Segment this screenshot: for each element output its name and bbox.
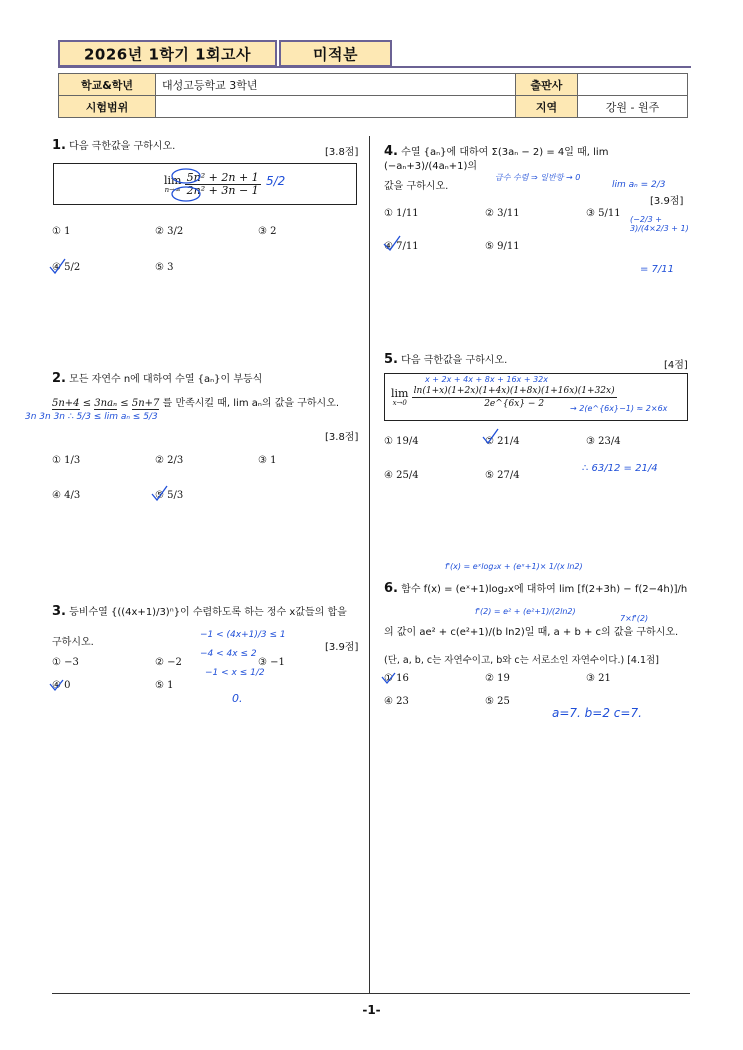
q6-choice-3[interactable]: ③ 21 (586, 673, 611, 684)
q6-hw-3: 7×f'(2) (620, 614, 649, 623)
q1-denominator: 2n² + 3n − 1 (186, 184, 259, 197)
q3-choice-3[interactable]: ③ −1 (258, 657, 285, 668)
q6-choice-2[interactable]: ② 19 (485, 673, 510, 684)
q5-choice-2[interactable]: ② 21/4 (485, 436, 520, 447)
q4-choice-4[interactable]: ④ 7/11 (384, 241, 419, 252)
q5-choice-4[interactable]: ④ 25/4 (384, 470, 419, 481)
scope-label: 시험범위 (59, 96, 156, 118)
q4-points: [3.9점] (650, 196, 684, 207)
q4-choice-2[interactable]: ② 3/11 (485, 208, 520, 219)
page-number: -1- (362, 1003, 381, 1017)
q5-denominator: 2e^{6x} − 2 (484, 399, 545, 409)
q2-inequality: 5n+4 ≤ 3naₙ ≤ 5n+7 를 만족시킬 때, lim aₙ의 값을 구하시오. (52, 398, 340, 409)
q4-choice-3[interactable]: ③ 5/11 (586, 208, 621, 219)
q6-check-mark (382, 673, 395, 683)
q1-choice-4[interactable]: ④ 5/2 (52, 262, 81, 273)
q1-stem: 1. 다음 극한값을 구하시오. (52, 138, 176, 153)
q1-choice-1[interactable]: ① 1 (52, 226, 71, 237)
exam-title: 2026년 1학기 1회고사 (83, 45, 251, 63)
q6-choice-4[interactable]: ④ 23 (384, 696, 409, 707)
q1-choice-3[interactable]: ③ 2 (258, 226, 277, 237)
q6-hw-2: f'(2) = e² + (e²+1)/(2ln2) (475, 607, 576, 616)
q4-hw-2: lim aₙ = 2/3 (612, 180, 666, 190)
publisher-label: 출판사 (516, 74, 578, 96)
q3-stem-2: 구하시오. (52, 637, 94, 648)
q3-stem: 3. 등비수열 {((4x+1)/3)ⁿ}이 수렴하도록 하는 정수 x값들의 합을 (52, 604, 347, 619)
q4-choice-1[interactable]: ① 1/11 (384, 208, 419, 219)
q4-check-mark (384, 236, 400, 250)
q2-choice-3[interactable]: ③ 1 (258, 455, 277, 466)
q1-circle-mark-2 (172, 187, 200, 201)
q1-handwriting: 5/2 (266, 174, 286, 188)
q5-points: [4점] (664, 360, 688, 371)
q4-hw-3: (−2/3 + 3)/(4×2/3 + 1) (630, 215, 689, 233)
q5-formula-box: x + 2x + 4x + 8x + 16x + 32x lim x→0 $\frac{\ln(1+x)(1+2x)(1+4x)(1+8x)(1+16x)(1+32x)}{2e\^{}\{6x\} - 2}$ → 2(e^{6x}−1) ≈ 2×6x (384, 373, 688, 421)
q2-stem: 2. 모든 자연수 n에 대하여 수열 {aₙ}이 부등식 (52, 371, 263, 386)
q1-circle-mark (172, 169, 200, 183)
q5-check-mark (483, 429, 498, 443)
q6-stem-2: 의 값이 ae² + c(e²+1)/(b ln2)일 때, a + b + c의 값을 구하시오. (384, 627, 679, 638)
q3-hw-2: −4 < 4x ≤ 2 (200, 649, 257, 659)
q3-choice-5[interactable]: ⑤ 1 (155, 680, 174, 691)
q6-hw-1: f'(x) = eˣlog₂x + (eˣ+1)× 1/(x ln2) (445, 562, 583, 571)
q3-hw-1: −1 < (4x+1)/3 ≤ 1 (200, 630, 286, 640)
q5-choice-1[interactable]: ① 19/4 (384, 436, 419, 447)
q5-numerator: ln(1+x)(1+2x)(1+4x)(1+8x)(1+16x)(1+32x) (413, 386, 615, 396)
q1-choice-5[interactable]: ⑤ 3 (155, 262, 174, 273)
q3-hw-4: 0. (232, 692, 243, 705)
q2-points: [3.8점] (325, 432, 359, 443)
q6-choice-1[interactable]: ① 16 (384, 673, 409, 684)
q6-hw-4: a=7. b=2 c=7. (552, 706, 642, 720)
q2-choice-2[interactable]: ② 2/3 (155, 455, 184, 466)
school-grade-value: 대성고등학교 3학년 (156, 74, 516, 96)
q2-choice-4[interactable]: ④ 4/3 (52, 490, 81, 501)
q1-choice-2[interactable]: ② 3/2 (155, 226, 184, 237)
q6-stem-3: (단, a, b, c는 자연수이고, b와 c는 서로소인 자연수이다.) [4.1점] (384, 655, 659, 666)
q3-choice-2[interactable]: ② −2 (155, 657, 182, 668)
q4-hw-4: = 7/11 (640, 264, 675, 275)
q3-hw-3: −1 < x ≤ 1/2 (205, 668, 265, 678)
school-grade-label: 학교&학년 (59, 74, 156, 96)
q4-stem: 4. 수열 {aₙ}에 대하여 Σ(3aₙ − 2) = 4일 때, lim (−aₙ+3)/(4aₙ+1)의 (384, 144, 609, 172)
q1-formula-box: lim n→∞ $\frac{\text{5n² + 2n + 1}}{\text{2n² + 3n − 1}}$ 5/2 (53, 163, 357, 205)
q2-choice-5[interactable]: ⑤ 5/3 (155, 490, 184, 501)
subject-title: 미적분 (313, 45, 358, 63)
q2-handwriting: 3n 3n 3n ∴ 5/3 ≤ lim aₙ ≤ 5/3 (25, 412, 158, 422)
footer-rule (52, 993, 690, 994)
q2-choice-1[interactable]: ① 1/3 (52, 455, 81, 466)
q1-check-mark (50, 259, 65, 273)
q2-check-mark (152, 486, 167, 500)
q1-numerator: 5n² + 2n + 1 (186, 171, 259, 184)
q3-choice-1[interactable]: ① −3 (52, 657, 79, 668)
q4-choice-5[interactable]: ⑤ 9/11 (485, 241, 520, 252)
q3-points: [3.9점] (325, 642, 359, 653)
q5-stem: 5. 다음 극한값을 구하시오. (384, 352, 508, 367)
region-value: 강원 - 원주 (578, 96, 688, 118)
q1-points: [3.8점] (325, 147, 359, 158)
q4-stem-2: 값을 구하시오. (384, 181, 449, 192)
q5-choice-3[interactable]: ③ 23/4 (586, 436, 621, 447)
q3-choice-4[interactable]: ④ 0 (52, 680, 71, 691)
q5-hw-3: ∴ 63/12 = 21/4 (582, 463, 658, 474)
q4-hw-1: 급수 수렴 ⇒ 일반항 → 0 (495, 173, 581, 182)
q6-choice-5[interactable]: ⑤ 25 (485, 696, 510, 707)
q6-stem: 6. 함수 f(x) = (eˣ+1)log₂x에 대하여 lim [f(2+3h) − f(2−4h)]/h (384, 581, 688, 596)
q5-hw-2: → 2(e^{6x}−1) ≈ 2×6x (570, 404, 668, 413)
q5-choice-5[interactable]: ⑤ 27/4 (485, 470, 520, 481)
q3-check-mark (50, 680, 63, 690)
region-label: 지역 (516, 96, 578, 118)
q5-hw-1: x + 2x + 4x + 8x + 16x + 32x (425, 375, 548, 384)
